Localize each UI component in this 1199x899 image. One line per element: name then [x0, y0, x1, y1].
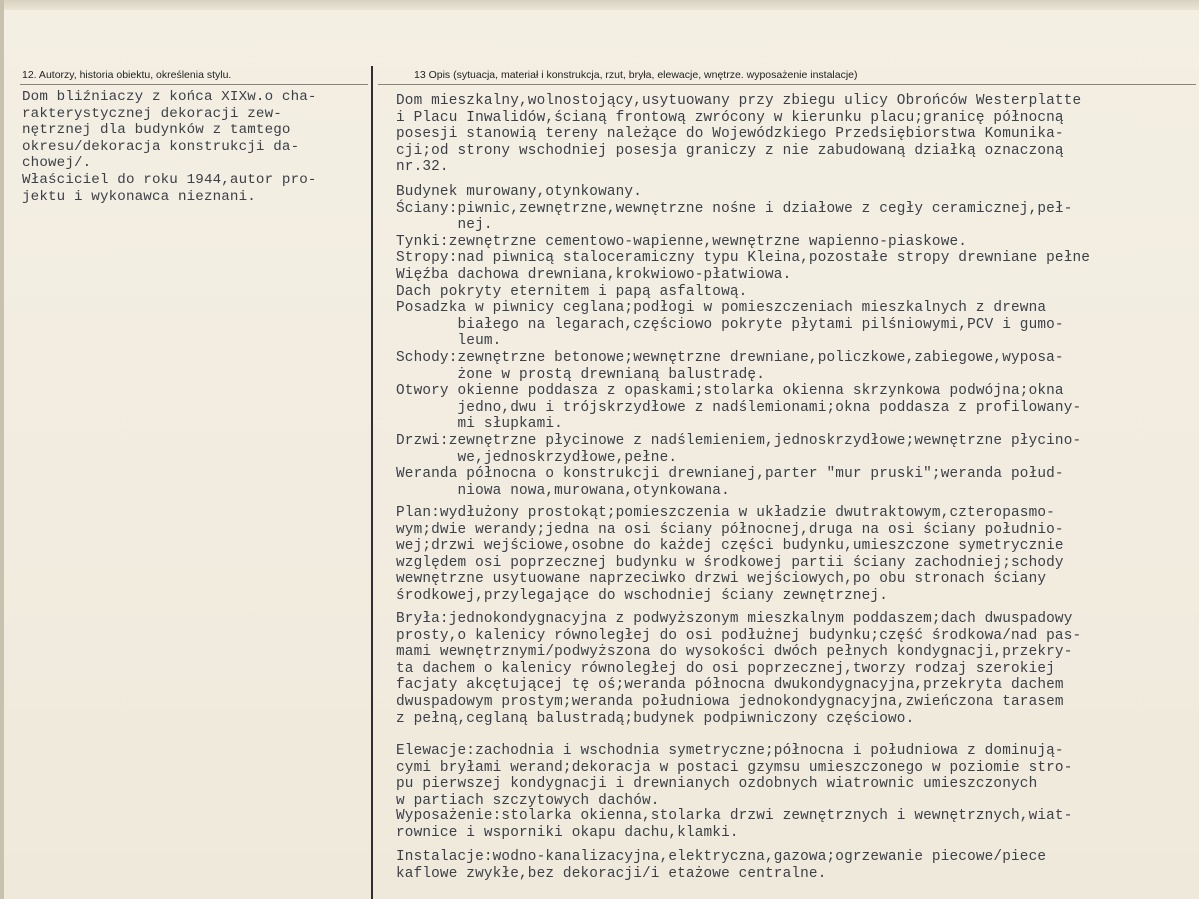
- description-text-line: niowa nowa,murowana,otynkowana.: [396, 482, 730, 499]
- description-block-plan: [396, 505, 1064, 605]
- left-text-line: Dom bliźniaczy z końca XIXw.o cha-: [22, 89, 317, 105]
- description-text-line: kaflowe zwykłe,bez dekoracji/i etażowe centralne.: [396, 865, 827, 882]
- description-text-line: Drzwi:zewnętrzne płycinowe z nadślemieniem,jednoskrzydłowe;wewnętrzne płycino-: [396, 432, 1082, 449]
- description-block-massing: [396, 611, 1081, 727]
- description-text-line: pu pierwszej kondygnacji i drewnianych ozdobnych wiatrownic umieszczonych: [396, 776, 1038, 793]
- left-text-line: chowej/.: [22, 155, 92, 172]
- description-text-line: ta dachem o kalenicy równoległej do osi poprzecznej,tworzy rodzaj szerokiej: [396, 660, 1055, 677]
- left-column-text: [22, 89, 317, 205]
- description-text-line: dwuspadowym prostym;weranda południowa jednokondygnacyjna,zwieńczona tarasem: [396, 693, 1064, 710]
- description-text-line: w partiach szczytowych dachów.: [396, 792, 660, 809]
- description-text-line: mi słupkami.: [396, 416, 563, 433]
- description-block-construction: [396, 184, 1090, 499]
- description-text-line: Plan:wydłużony prostokąt;pomieszczenia w układzie dwutraktowym,czteropasmo-: [396, 505, 1055, 521]
- description-text-line: Schody:zewnętrzne betonowe;wewnętrzne drewniane,policzkowe,zabiegowe,wyposa-: [396, 349, 1064, 366]
- description-text-line: we,jednoskrzydłowe,pełne.: [396, 449, 678, 466]
- description-text-line: prosty,o kalenicy równoległej do osi podłużnej budynku;część środkowa/nad pas-: [396, 627, 1082, 644]
- description-block-elevations: [396, 743, 1073, 809]
- left-text-line: nętrznej dla budynków z tamtego: [22, 122, 291, 139]
- left-text-line: rakterystycznej dekoracji zew-: [22, 105, 282, 122]
- left-text-line: Właściciel do roku 1944,autor pro-: [22, 171, 317, 188]
- description-text-line: Bryła:jednokondygnacyjna z podwyższonym mieszkalnym poddaszem;dach dwuspadowy: [396, 611, 1073, 627]
- description-text-line: Posadzka w piwnicy ceglana;podłogi w pomieszczeniach mieszkalnych z drewna: [396, 300, 1047, 317]
- description-block-location: [396, 93, 1081, 176]
- description-text-line: nej.: [396, 217, 493, 234]
- description-text-line: Elewacje:zachodnia i wschodnia symetryczne;północna i południowa z dominują-: [396, 743, 1064, 759]
- description-text-line: Budynek murowany,otynkowany.: [396, 184, 643, 200]
- left-column-header: 12. Autorzy, historia obiektu, określenia stylu.: [22, 69, 232, 81]
- left-text-line: okresu/dekoracja konstrukcji da-: [22, 138, 300, 155]
- description-text-line: wym;dwie werandy;jedna na osi ściany północnej,druga na osi ściany południo-: [396, 521, 1064, 538]
- description-text-line: Stropy:nad piwnicą staloceramiczny typu Kleina,pozostałe stropy drewniane pełne: [396, 250, 1091, 267]
- description-text-line: wej;drzwi wejściowe,osobne do każdej części budynku,umieszczone symetrycznie: [396, 538, 1064, 555]
- description-text-line: Dom mieszkalny,wolnostojący,usytuowany przy zbiegu ulicy Obrońców Westerplatte: [396, 93, 1082, 109]
- description-text-line: nr.32.: [396, 159, 449, 176]
- description-text-line: Tynki:zewnętrzne cementowo-wapienne,wewnętrzne wapienno-piaskowe.: [396, 233, 968, 250]
- description-text-line: leum.: [396, 333, 502, 350]
- description-text-line: facjaty akcętującej tę oś;weranda północna dwukondygnacyjna,przekryta dachem: [396, 677, 1064, 694]
- right-header-rule: [378, 84, 1196, 85]
- description-text-line: cymi bryłami werand;dekoracja w postaci gzymsu umieszczonego w poziomie stro-: [396, 759, 1073, 776]
- description-text-line: względem osi poprzecznej budynku w środkowej partii ściany zachodniej;schody: [396, 554, 1064, 571]
- description-text-line: i Placu Inwalidów,ścianą frontową zwrócony w kierunku placu;granicę północną: [396, 109, 1064, 126]
- description-text-line: Dach pokryty eternitem i papą asfaltową.: [396, 283, 748, 300]
- description-text-line: mami wewnętrznymi/podwyższona do wysokości dwóch pełnych kondygnacji,przekry-: [396, 644, 1073, 661]
- description-text-line: Wyposażenie:stolarka okienna,stolarka drzwi zewnętrznych i wewnętrznych,wiat-: [396, 808, 1073, 824]
- description-block-fittings: [396, 808, 1073, 841]
- description-text-line: Instalacje:wodno-kanalizacyjna,elektryczna,gazowa;ogrzewanie piecowe/piece: [396, 849, 1047, 865]
- description-text-line: z pełną,ceglaną balustradą;budynek podpiwniczony częściowo.: [396, 710, 915, 727]
- page-top-edge: [0, 0, 1199, 10]
- description-text-line: Otwory okienne poddasza z opaskami;stolarka okienna skrzynkowa podwójna;okna: [396, 383, 1064, 400]
- description-text-line: cji;od strony wschodniej posesja graniczy z nie zabudowaną działką oznaczoną: [396, 142, 1064, 159]
- column-divider: [371, 66, 373, 899]
- page-left-edge: [0, 0, 4, 899]
- description-text-line: Ściany:piwnic,zewnętrzne,wewnętrzne nośne i działowe z cegły ceramicznej,peł-: [396, 200, 1073, 217]
- description-text-line: wewnętrzne usytuowane naprzeciwko drzwi wejściowych,po obu stronach ściany: [396, 571, 1047, 588]
- description-text-line: rownice i wsporniki okapu dachu,klamki.: [396, 824, 739, 841]
- description-text-line: posesji stanowią tereny należące do Wojewódzkiego Przedsiębiorstwa Komunika-: [396, 126, 1064, 143]
- left-text-line: jektu i wykonawca nieznani.: [22, 188, 256, 205]
- description-block-installations: [396, 849, 1046, 882]
- description-text-line: białego na legarach,częściowo pokryte płytami pilśniowymi,PCV i gumo-: [396, 316, 1064, 333]
- right-column-header: 13 Opis (sytuacja, materiał i konstrukcja, rzut, bryła, elewacje, wnętrze. wyposażenie instalacje): [414, 69, 858, 81]
- description-text-line: jedno,dwu i trójskrzydłowe z nadślemionami;okna poddasza z profilowany-: [396, 399, 1082, 416]
- description-text-line: Weranda północna o konstrukcji drewnianej,parter "mur pruski";weranda połud-: [396, 466, 1064, 483]
- description-text-line: środkowej,przylegające do wschodniej ściany zewnętrznej.: [396, 587, 889, 604]
- description-text-line: Więźba dachowa drewniana,krokwiowo-płatwiowa.: [396, 266, 792, 283]
- description-text-line: żone w prostą drewnianą balustradę.: [396, 366, 766, 383]
- left-header-rule: [20, 84, 368, 85]
